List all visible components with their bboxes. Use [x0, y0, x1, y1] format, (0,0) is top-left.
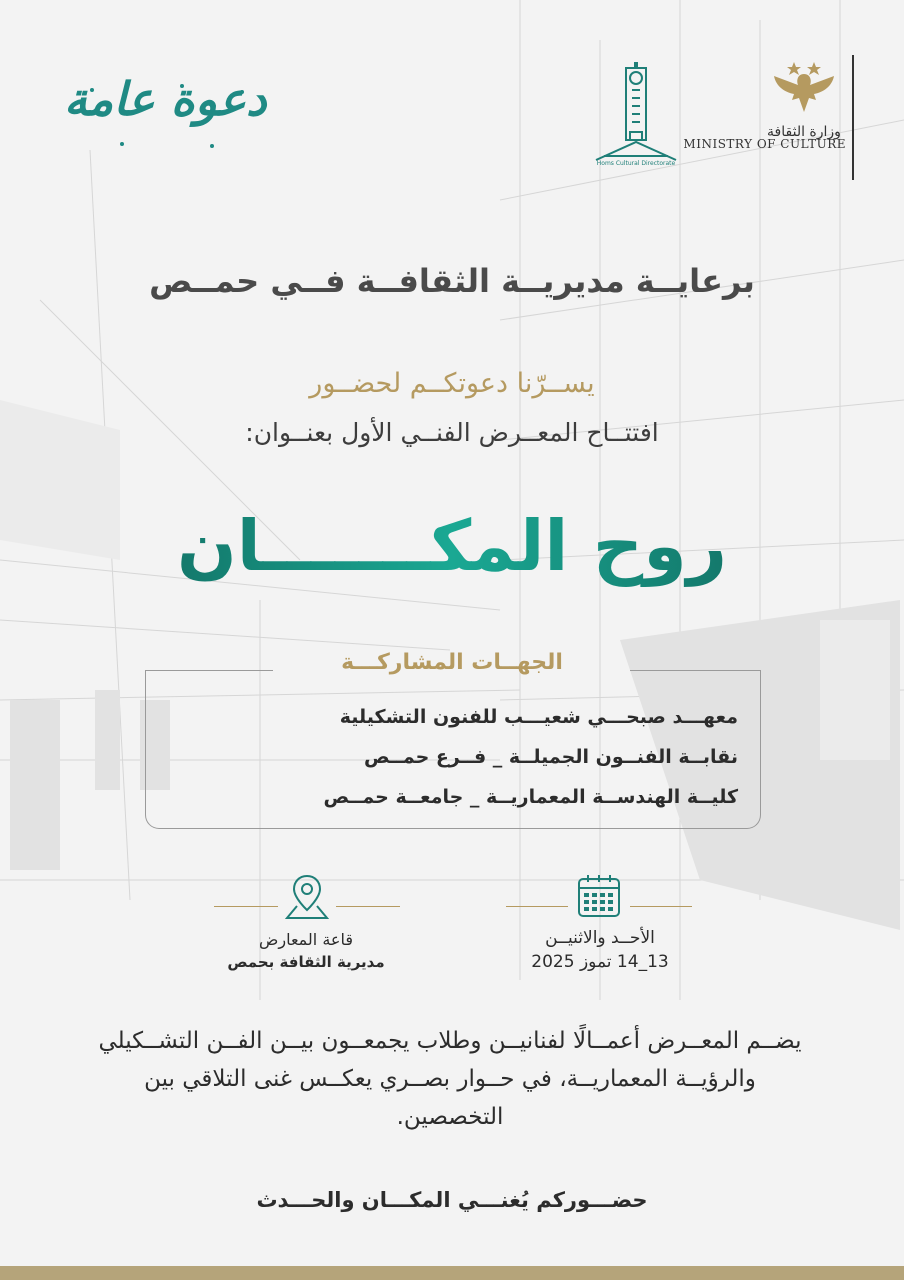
date-decor-line-right	[630, 906, 692, 907]
exhibition-description: يضــم المعــرض أعمــالًا لفنانيــن وطلاب يجمعــون بيــن الفــن التشــكيلي والرؤيــة المعماريــة، في حــوار بصــري يعكــس غنى التلاقي بين التخصصين.	[98, 1028, 802, 1130]
invite-pleased-line: يســرّنا دعوتكــم لحضــور	[309, 368, 595, 399]
exhibition-title: روح المكـــــــان	[0, 505, 904, 587]
eagle-emblem-icon	[764, 58, 844, 116]
venue-place: مديرية الثقافة بحمص	[227, 953, 385, 971]
date-range: 13_14 تموز 2025	[531, 952, 669, 972]
venue-decor-line-left	[214, 906, 278, 907]
directorate-label: Homs Cultural Directorate	[596, 160, 676, 166]
opening-line: افتتــاح المعــرض الفنــي الأول بعنــوان:	[245, 418, 659, 447]
closing-line: حضـــوركم يُغنـــي المكـــان والحـــدث	[256, 1188, 648, 1212]
venue-decor-line-right	[336, 906, 400, 907]
clock-tower-icon	[588, 62, 684, 166]
patronage-line: برعايــة مديريــة الثقافــة فــي حمــص	[149, 262, 755, 300]
participants-heading: الجهــات المشاركـــة	[341, 650, 563, 675]
participant-item: معهـــد صبحـــي شعيـــب للفنون التشكيلية	[339, 706, 738, 728]
participant-item: كليــة الهندســة المعماريــة _ جامعــة حمــص	[323, 786, 738, 808]
location-pin-icon	[283, 872, 331, 922]
calendar-icon	[575, 872, 623, 920]
invitation-title: دعوة عامة	[64, 72, 267, 126]
date-days: الأحــد والاثنيــن	[545, 928, 655, 948]
date-decor-line-left	[506, 906, 568, 907]
ministry-logo	[764, 58, 844, 140]
ministry-name-arabic: وزارة الثقافة	[767, 124, 841, 140]
participant-item: نقابــة الفنــون الجميلــة _ فــرع حمــص	[363, 746, 738, 768]
ministry-name-english: MINISTRY OF CULTURE	[683, 137, 846, 151]
header-divider	[852, 55, 854, 180]
bottom-bar	[0, 1266, 904, 1280]
directorate-logo	[588, 62, 684, 170]
venue-hall: قاعة المعارض	[259, 930, 353, 949]
